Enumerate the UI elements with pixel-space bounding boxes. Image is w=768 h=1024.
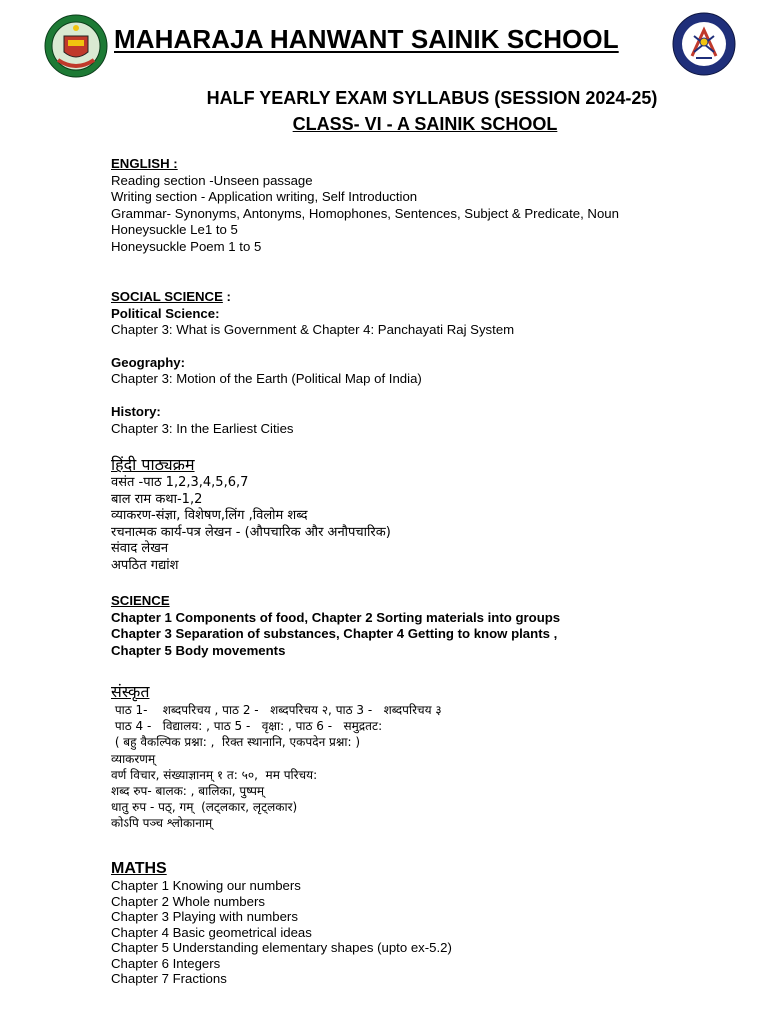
class-title: CLASS- VI - A SAINIK SCHOOL [292,114,558,134]
sanskrit-section [111,682,442,832]
sanskrit-line: व्याकरणम् [111,751,156,766]
science-line: Chapter 1 Components of food, Chapter 2 Sorting materials into groups [111,609,561,625]
maths-line: Chapter 3 Playing with numbers [111,909,298,924]
hindi-line: रचनात्मक कार्य-पत्र लेखन - (औपचारिक और अनौपचारिक) [111,524,391,540]
exam-title: HALF YEARLY EXAM SYLLABUS (SESSION 2024-25) [206,88,658,108]
hindi-line: अपठित गद्यांश [111,557,179,573]
hindi-heading: हिंदी पाठ्यक्रम [111,455,195,474]
english-heading: ENGLISH : [111,156,178,171]
science-line: Chapter 5 Body movements [111,642,286,658]
social-science-section [111,289,514,437]
school-name-heading: MAHARAJA HANWANT SAINIK SCHOOL [114,24,619,54]
hindi-section [111,455,391,574]
sanskrit-line: वर्ण विचार, संख्याज्ञानम् १ त: ५०, मम परिचय: [111,767,318,782]
maths-line: Chapter 6 Integers [111,955,221,971]
english-line: Reading section -Unseen passage [111,172,313,188]
history-text: Chapter 3: In the Earliest Cities [111,420,294,436]
english-line: Honeysuckle Le1 to 5 [111,222,238,238]
sanskrit-line: धातु रुप - पठ्, गम् (लट्लकार, लृट्लकार) [111,800,298,815]
maths-heading: MATHS [111,860,167,877]
science-section [111,593,560,659]
english-line: Honeysuckle Poem 1 to 5 [111,238,262,254]
hindi-line: संवाद लेखन [111,541,169,556]
geography-text: Chapter 3: Motion of the Earth (Political Map of India) [111,371,422,387]
maths-line: Chapter 4 Basic geometrical ideas [111,924,312,940]
english-line: Grammar- Synonyms, Antonyms, Homophones, Sentences, Subject & Predicate, Noun [111,205,619,221]
document-header [0,0,768,90]
sanskrit-line: पाठ 1- शब्दपरिचय , पाठ 2 - शब्दपरिचय २, पाठ 3 - शब्दपरिचय ३ [111,703,442,717]
hindi-line: वसंत -पाठ 1,2,3,4,5,6,7 [111,475,249,490]
maths-line: Chapter 1 Knowing our numbers [111,878,301,893]
history-label: History: [111,403,161,419]
hindi-line: व्याकरण-संज्ञा, विशेषण,लिंग ,विलोम शब्द [111,508,308,523]
political-science-text: Chapter 3: What is Government & Chapter 4: Panchayati Raj System [111,322,515,338]
social-science-heading: SOCIAL SCIENCE : [111,289,231,304]
maths-line: Chapter 2 Whole numbers [111,893,265,909]
sanskrit-line: ( बहु वैकल्पिक प्रश्ना: , रिक्त स्थानानि, एकपदेन प्रश्ना: ) [111,735,361,750]
maths-line: Chapter 5 Understanding elementary shapes (upto ex-5.2) [111,940,452,955]
sainik-schools-society-logo [672,12,736,76]
maths-line: Chapter 7 Fractions [111,971,227,986]
school-crest-logo [44,14,108,78]
sanskrit-line: शब्द रुप- बालक: , बालिका, पुष्पम् [111,784,265,799]
science-heading: SCIENCE [111,593,170,608]
sanskrit-line: पाठ 4 - विद्यालय: , पाठ 5 - वृक्षा: , पाठ 6 - समुद्रतट: [111,719,383,734]
maths-section [111,860,452,987]
science-line: Chapter 3 Separation of substances, Chapter 4 Getting to know plants , [111,626,558,642]
political-science-label: Political Science: [111,305,220,321]
sanskrit-heading: संस्कृत [111,682,150,701]
hindi-line: बाल राम कथा-1,2 [111,491,203,507]
sanskrit-line: कोऽपि पञ्च श्लोकानाम् [111,816,213,831]
geography-label: Geography: [111,354,186,370]
english-line: Writing section - Application writing, Self Introduction [111,189,418,205]
english-section [111,156,619,256]
